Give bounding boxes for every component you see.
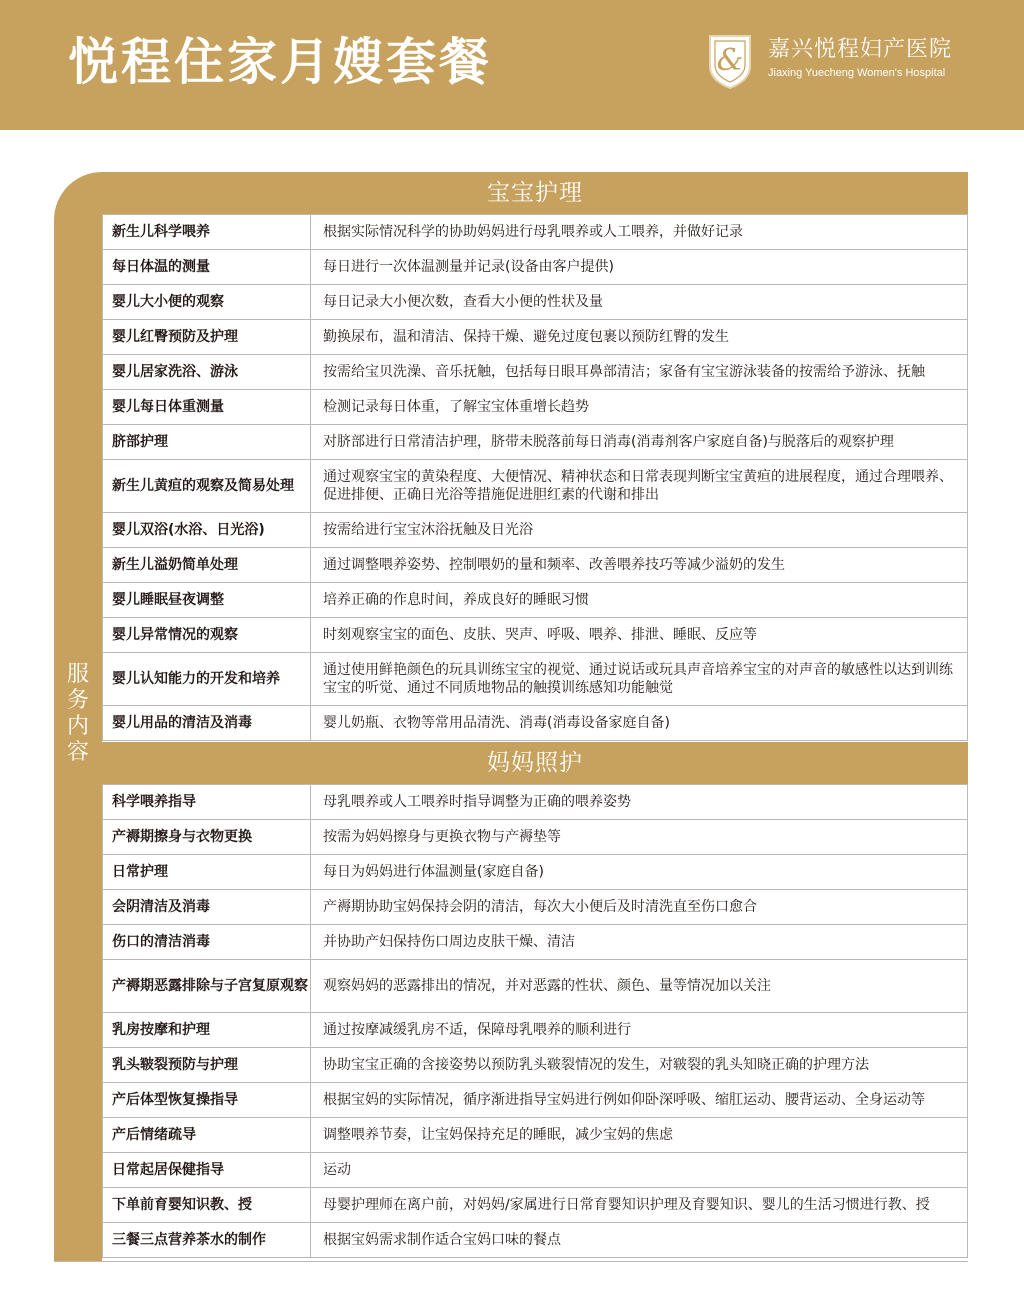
service-name: 日常起居保健指导 <box>103 1153 311 1188</box>
service-desc: 根据实际情况科学的协助妈妈进行母乳喂养或人工喂养，并做好记录 <box>311 215 968 250</box>
service-name: 产褥期擦身与衣物更换 <box>103 820 311 855</box>
table-row <box>103 855 968 890</box>
service-name: 婴儿异常情况的观察 <box>103 618 311 653</box>
service-desc: 根据宝妈需求制作适合宝妈口味的餐点 <box>311 1223 968 1258</box>
service-desc: 运动 <box>311 1153 968 1188</box>
service-name: 产后体型恢复操指导 <box>103 1083 311 1118</box>
section-title-mom-care: 妈妈照护 <box>102 742 968 784</box>
table-row <box>103 320 968 355</box>
service-desc: 并协助产妇保持伤口周边皮肤干燥、清洁 <box>311 925 968 960</box>
side-label-char: 内 <box>66 714 89 739</box>
service-name: 脐部护理 <box>103 425 311 460</box>
side-label-service-content <box>54 662 102 766</box>
service-desc: 通过按摩减缓乳房不适，保障母乳喂养的顺利进行 <box>311 1013 968 1048</box>
service-name: 婴儿大小便的观察 <box>103 285 311 320</box>
mom-care-table <box>102 784 968 1258</box>
table-row <box>103 1083 968 1118</box>
table-row <box>103 785 968 820</box>
service-desc: 时刻观察宝宝的面色、皮肤、哭声、呼吸、喂养、排泄、睡眠、反应等 <box>311 618 968 653</box>
service-desc: 每日进行一次体温测量并记录(设备由客户提供) <box>311 250 968 285</box>
service-name: 婴儿居家洗浴、游泳 <box>103 355 311 390</box>
service-desc: 勤换尿布，温和清洁、保持干燥、避免过度包裹以预防红臀的发生 <box>311 320 968 355</box>
table-row <box>103 513 968 548</box>
service-desc: 通过观察宝宝的黄染程度、大便情况、精神状态和日常表现判断宝宝黄疸的进展程度，通过合理喂养、促进排便、正确日光浴等措施促进胆红素的代谢和排出 <box>311 460 968 513</box>
table-row <box>103 460 968 513</box>
page-title: 悦程住家月嫂套餐 <box>68 33 492 91</box>
service-name: 三餐三点营养茶水的制作 <box>103 1223 311 1258</box>
service-desc: 通过使用鲜艳颜色的玩具训练宝宝的视觉、通过说话或玩具声音培养宝宝的对声音的敏感性以达到训练宝宝的听觉、通过不同质地物品的触摸训练感知功能触觉 <box>311 653 968 706</box>
service-desc: 对脐部进行日常清洁护理，脐带未脱落前每日消毒(消毒剂客户家庭自备)与脱落后的观察护理 <box>311 425 968 460</box>
table-row <box>103 925 968 960</box>
service-name: 婴儿认知能力的开发和培养 <box>103 653 311 706</box>
service-name: 下单前育婴知识教、授 <box>103 1188 311 1223</box>
service-name: 每日体温的测量 <box>103 250 311 285</box>
table-row <box>103 250 968 285</box>
service-name: 婴儿红臀预防及护理 <box>103 320 311 355</box>
hospital-logo-icon <box>706 32 754 90</box>
service-desc: 协助宝宝正确的含接姿势以预防乳头皲裂情况的发生，对皲裂的乳头知晓正确的护理方法 <box>311 1048 968 1083</box>
service-name: 乳头皲裂预防与护理 <box>103 1048 311 1083</box>
table-row <box>103 706 968 741</box>
table-row <box>103 285 968 320</box>
service-desc: 按需为妈妈擦身与更换衣物与产褥垫等 <box>311 820 968 855</box>
service-desc: 按需给进行宝宝沐浴抚触及日光浴 <box>311 513 968 548</box>
table-row <box>103 425 968 460</box>
service-desc: 检测记录每日体重，了解宝宝体重增长趋势 <box>311 390 968 425</box>
table-row <box>103 1118 968 1153</box>
table-row <box>103 355 968 390</box>
service-desc: 产褥期协助宝妈保持会阴的清洁，每次大小便后及时清洗直至伤口愈合 <box>311 890 968 925</box>
service-name: 婴儿用品的清洁及消毒 <box>103 706 311 741</box>
side-label-char: 务 <box>66 688 89 713</box>
service-desc: 母婴护理师在离户前，对妈妈/家属进行日常育婴知识护理及育婴知识、婴儿的生活习惯进行教、授 <box>311 1188 968 1223</box>
service-desc: 按需给宝贝洗澡、音乐抚触，包括每日眼耳鼻部清洁；家备有宝宝游泳装备的按需给予游泳、抚触 <box>311 355 968 390</box>
logo-glyph: & <box>716 43 744 78</box>
service-name: 乳房按摩和护理 <box>103 1013 311 1048</box>
service-desc: 母乳喂养或人工喂养时指导调整为正确的喂养姿势 <box>311 785 968 820</box>
table-row <box>103 1013 968 1048</box>
service-desc: 根据宝妈的实际情况，循序渐进指导宝妈进行例如仰卧深呼吸、缩肛运动、腰背运动、全身运动等 <box>311 1083 968 1118</box>
service-desc: 培养正确的作息时间，养成良好的睡眠习惯 <box>311 583 968 618</box>
service-name: 日常护理 <box>103 855 311 890</box>
table-row <box>103 820 968 855</box>
service-name: 科学喂养指导 <box>103 785 311 820</box>
table-row <box>103 1153 968 1188</box>
service-desc: 每日为妈妈进行体温测量(家庭自备) <box>311 855 968 890</box>
service-name: 婴儿双浴(水浴、日光浴) <box>103 513 311 548</box>
table-row <box>103 618 968 653</box>
service-desc: 调整喂养节奏，让宝妈保持充足的睡眠，减少宝妈的焦虑 <box>311 1118 968 1153</box>
table-row <box>103 1048 968 1083</box>
table-row <box>103 1223 968 1258</box>
table-row <box>103 1188 968 1223</box>
table-row <box>103 653 968 706</box>
service-name: 伤口的清洁消毒 <box>103 925 311 960</box>
service-name: 会阴清洁及消毒 <box>103 890 311 925</box>
service-name: 产后情绪疏导 <box>103 1118 311 1153</box>
service-desc: 婴儿奶瓶、衣物等常用品清洗、消毒(消毒设备家庭自备) <box>311 706 968 741</box>
table-row <box>103 215 968 250</box>
bottom-divider <box>54 1261 968 1262</box>
table-row <box>103 960 968 1013</box>
hospital-name-cn: 嘉兴悦程妇产医院 <box>768 37 953 62</box>
service-name: 婴儿每日体重测量 <box>103 390 311 425</box>
table-row <box>103 548 968 583</box>
service-name: 产褥期恶露排除与子宫复原观察 <box>103 960 311 1013</box>
service-name: 婴儿睡眠昼夜调整 <box>103 583 311 618</box>
service-name: 新生儿科学喂养 <box>103 215 311 250</box>
table-row <box>103 390 968 425</box>
section-title-baby-care: 宝宝护理 <box>102 172 968 214</box>
header-banner <box>0 0 1024 130</box>
side-label-char: 容 <box>66 740 89 765</box>
service-name: 新生儿溢奶简单处理 <box>103 548 311 583</box>
service-desc: 观察妈妈的恶露排出的情况，并对恶露的性状、颜色、量等情况加以关注 <box>311 960 968 1013</box>
hospital-name-en: Jiaxing Yuecheng Women's Hospital <box>768 67 946 79</box>
service-desc: 每日记录大小便次数，查看大小便的性状及量 <box>311 285 968 320</box>
side-label-char: 服 <box>66 662 89 687</box>
table-row <box>103 583 968 618</box>
service-desc: 通过调整喂养姿势、控制喂奶的量和频率、改善喂养技巧等减少溢奶的发生 <box>311 548 968 583</box>
table-row <box>103 890 968 925</box>
baby-care-table <box>102 214 968 741</box>
service-name: 新生儿黄疸的观察及简易处理 <box>103 460 311 513</box>
